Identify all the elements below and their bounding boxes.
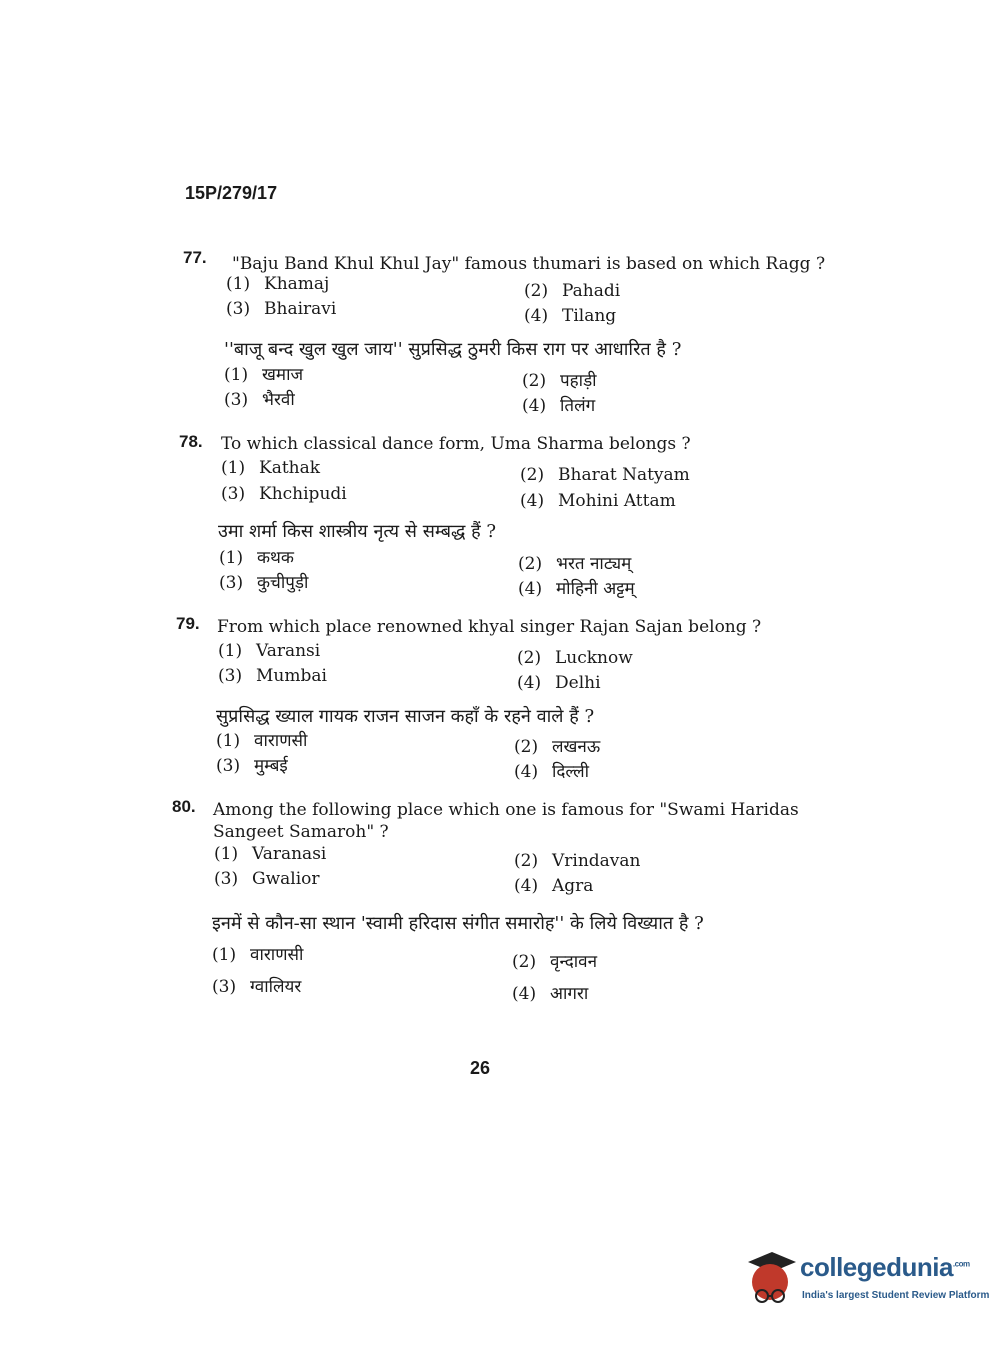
option-1-hi: (1) कथक [219,548,294,568]
option-3-en: (3) Bhairavi [226,299,337,319]
question-text-en: Among the following place which one is famous for "Swami Haridas Sangeet Samaroh" ? [213,800,799,842]
question-text-hi: ''बाजू बन्द खुल खुल जाय'' सुप्रसिद्ध ठुमरी किस राग पर आधारित है ? [224,339,682,360]
option-4-en: (4) Agra [514,876,594,896]
option-2-en: (2) Pahadi [524,281,621,301]
brand-name: collegedunia$^{.com}$ [800,1252,970,1282]
question-text-en: "Baju Band Khul Khul Jay" famous thumari is based on which Ragg ? [232,254,826,274]
option-4-en: (4) Delhi [517,673,601,693]
option-2-hi: (2) वृन्दावन [512,952,598,972]
question-number: 77. [183,248,207,267]
option-1-hi: (1) वाराणसी [212,945,304,965]
question-text-en: From which place renowned khyal singer Rajan Sajan belong ? [217,617,762,637]
paper-code: 15P/279/17 [185,183,278,203]
collegedunia-logo[interactable] [742,1248,990,1312]
question-text-hi: सुप्रसिद्ध ख्याल गायक राजन साजन कहाँ के रहने वाले हैं ? [216,706,595,727]
mascot-icon [742,1248,798,1310]
option-2-hi: (2) भरत नाट्यम् [518,554,632,574]
option-2-hi: (2) लखनऊ [514,737,601,757]
option-2-en: (2) Bharat Natyam [520,465,690,485]
question-number: 78. [179,432,203,451]
brand-tagline: India's largest Student Review Platform [802,1290,990,1301]
option-1-en: (1) Varansi [218,641,321,661]
option-2-en: (2) Vrindavan [514,851,641,871]
option-4-en: (4) Mohini Attam [520,491,676,511]
question-text-hi: इनमें से कौन-सा स्थान 'स्वामी हरिदास संगीत समारोह'' के लिये विख्यात है ? [212,913,704,934]
option-3-en: (3) Gwalior [214,869,320,889]
option-4-hi: (4) मोहिनी अट्टम् [518,579,635,599]
question-number: 80. [172,797,196,816]
option-3-hi: (3) मुम्बई [216,756,288,776]
option-4-en: (4) Tilang [524,306,617,326]
question-text-en: To which classical dance form, Uma Sharma belongs ? [221,434,691,454]
option-1-hi: (1) खमाज [224,365,304,385]
option-2-hi: (2) पहाड़ी [522,371,597,391]
option-1-en: (1) Varanasi [214,844,327,864]
question-number: 79. [176,614,200,633]
option-3-hi: (3) कुचीपुड़ी [219,573,309,593]
option-4-hi: (4) आगरा [512,984,589,1004]
option-1-hi: (1) वाराणसी [216,731,308,751]
page-number: 26 [470,1058,491,1078]
question-text-hi: उमा शर्मा किस शास्त्रीय नृत्य से सम्बद्ध हैं ? [218,521,497,542]
option-3-en: (3) Mumbai [218,666,327,686]
option-3-hi: (3) ग्वालियर [212,977,302,997]
option-4-hi: (4) दिल्ली [514,762,590,782]
option-1-en: (1) Kathak [221,458,321,478]
option-2-en: (2) Lucknow [517,648,633,668]
option-3-en: (3) Khchipudi [221,484,347,504]
option-4-hi: (4) तिलंग [522,396,596,416]
option-1-en: (1) Khamaj [226,274,330,294]
option-3-hi: (3) भैरवी [224,390,295,410]
